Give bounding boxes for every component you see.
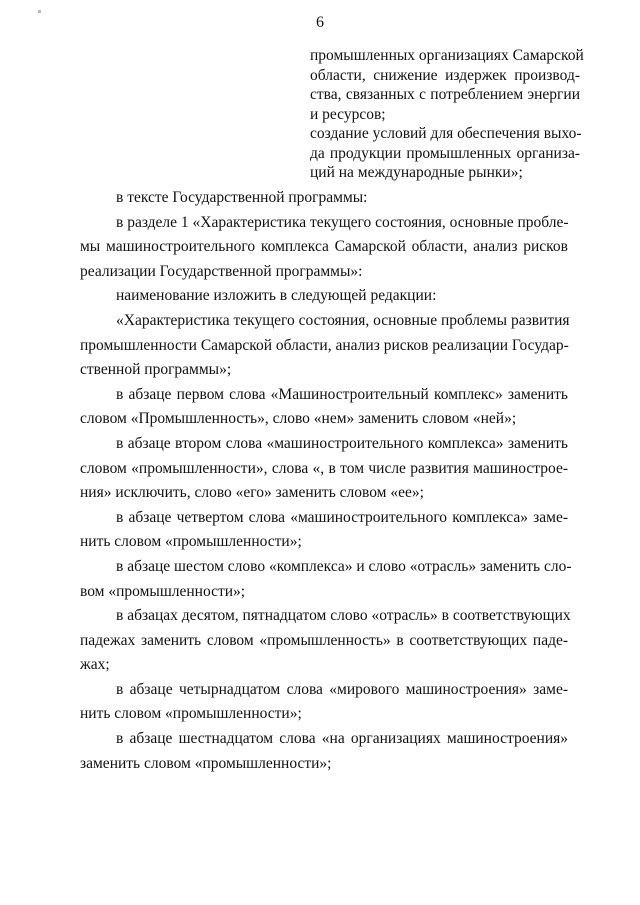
paragraph-line: промышленности Самарской области, анализ рисков реализации Государ- <box>80 336 569 354</box>
paragraph <box>80 284 568 309</box>
paragraph-line: реализации Государственной программы»: <box>80 262 363 280</box>
quote-line: создание условий для обеспечения выхо- <box>310 125 582 142</box>
paragraph <box>80 604 571 678</box>
quote-line: ций на международные рынки»; <box>310 164 523 181</box>
page-number: 6 <box>316 14 324 31</box>
paragraph-line: в абзаце четвертом слова «машиностроительного комплекса» заме- <box>116 508 568 526</box>
paragraph-line: нить словом «промышленности»; <box>80 705 302 723</box>
quote-line: области, снижение издержек производ- <box>310 66 580 84</box>
paragraph-line: словом «Промышленность», слово «нем» заменить словом «ней»; <box>80 410 517 428</box>
quote-line: промышленных организациях Самарской <box>310 47 584 64</box>
quote-line: ства, связанных с потреблением энергии <box>310 86 580 103</box>
paragraph-line: падежах заменить словом «промышленность» в соответствующих паде- <box>80 631 568 649</box>
paragraph-line: в абзацах десятом, пятнадцатом слово «отрасль» в соответствующих <box>116 607 571 625</box>
paragraph-line: в разделе 1 «Характеристика текущего состояния, основные пробле- <box>116 213 569 231</box>
paragraph-line: ственной программы»; <box>80 361 232 379</box>
paragraph-line: в абзаце четырнадцатом слова «мирового машиностроения» заме- <box>116 680 568 698</box>
paragraph-line: вом «промышленности»; <box>80 582 246 600</box>
paragraph <box>80 432 568 506</box>
paragraph <box>80 727 568 776</box>
paragraph-line: в тексте Государственной программы: <box>116 189 368 206</box>
quote-line: да продукции промышленных организа- <box>310 144 580 162</box>
paragraph <box>80 186 568 211</box>
paragraph-line: словом «промышленности», слова «, в том числе развития машинострое- <box>80 459 568 477</box>
paragraph-line: в абзаце шестом слово «комплекса» и слово «отрасль» заменить сло- <box>116 557 572 575</box>
paragraph <box>80 383 568 432</box>
quote-line: и ресурсов; <box>310 105 386 123</box>
paragraph <box>80 309 568 383</box>
paragraph-line: ния» исключить, слово «его» заменить словом «ее»; <box>80 484 424 502</box>
quoted-text-block <box>310 46 584 183</box>
paragraph <box>80 678 568 727</box>
paragraph-line: заменить словом «промышленности»; <box>80 754 332 772</box>
paragraph-line: в абзаце шестнадцатом слова «на организациях машиностроения» <box>116 730 568 748</box>
paragraph <box>80 506 568 555</box>
paragraph <box>80 555 572 604</box>
paragraph-line: нить словом «промышленности»; <box>80 533 302 551</box>
scan-artifact-mark <box>38 10 41 13</box>
paragraph-line: в абзаце первом слова «Машиностроительный комплекс» заменить <box>116 385 568 403</box>
paragraph-line: мы машиностроительного комплекса Самарской области, анализ рисков <box>80 238 568 256</box>
paragraph-line: наименование изложить в следующей редакции: <box>116 287 437 305</box>
document-body <box>80 186 572 776</box>
paragraph-line: в абзаце втором слова «машиностроительного комплекса» заменить <box>116 434 568 452</box>
paragraph-line: жах; <box>80 656 110 674</box>
paragraph-line: «Характеристика текущего состояния, основные проблемы развития <box>116 311 570 329</box>
paragraph <box>80 211 568 285</box>
